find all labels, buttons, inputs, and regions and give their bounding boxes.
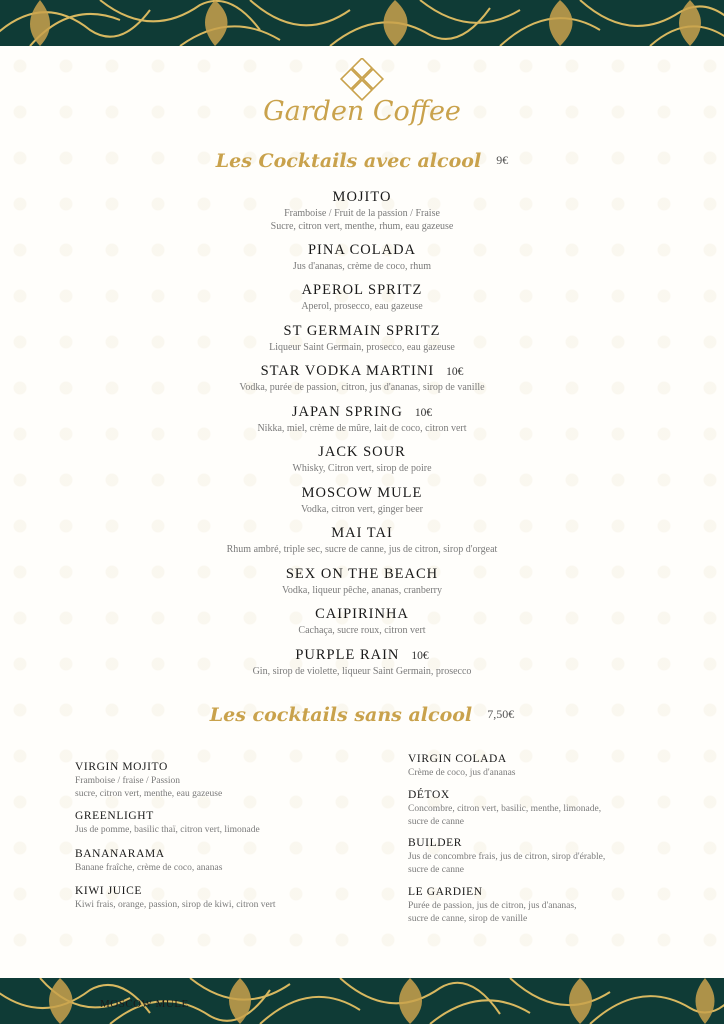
menu-item [0,186,724,233]
menu-item [75,848,222,875]
item-name: MOJITO [332,189,392,205]
top-leaf-banner [0,0,724,46]
menu-item [0,279,724,314]
item-description: Vodka, liqueur pêche, ananas, cranberry [281,585,443,596]
brand-name: Garden Coffee [263,96,461,127]
item-description: Jus d'ananas, crème de coco, rhum [292,261,432,272]
item-name: VIRGIN COLADA [408,753,507,765]
item-description: Cachaça, sucre roux, citron vert [298,625,426,636]
item-description: sucre de canne [408,816,464,827]
menu-item [0,482,724,517]
menu-item [408,886,576,925]
item-price: 10€ [414,407,433,419]
menu-item [0,239,724,274]
item-name: BANANARAMA [75,848,165,860]
menu-item [0,441,724,476]
item-name: BUILDER [408,837,463,849]
item-name: KIWI JUICE [75,885,142,897]
item-description: Gin, sirop de violette, liqueur Saint Germain, prosecco [252,666,472,677]
item-name: MAI TAI [331,525,393,541]
item-description: Aperol, prosecco, eau gazeuse [301,301,423,312]
item-description: Vodka, purée de passion, citron, jus d'ananas, sirop de vanille [239,382,485,393]
item-name: DÉTOX [408,789,450,801]
item-description: Framboise / Fruit de la passion / Fraise [284,208,440,219]
item-description: Concombre, citron vert, basilic, menthe, limonade, [408,804,602,814]
section-price: 7,50€ [487,707,515,721]
item-description: sucre, citron vert, menthe, eau gazeuse [75,788,223,799]
item-description: Banane fraîche, crème de coco, ananas [75,863,223,873]
section-title: Les Cocktails avec alcool [215,150,482,172]
item-name: STAR VODKA MARTINI [260,363,435,379]
item-name: CAIPIRINHA [315,606,409,622]
menu-item [408,837,605,876]
item-name: PURPLE RAIN [295,647,400,663]
item-name: JAPAN SPRING [291,404,403,420]
menu-item [75,885,276,912]
menu-item [0,563,724,598]
item-description: Liqueur Saint Germain, prosecco, eau gazeuse [269,342,455,353]
item-description: Framboise / fraise / Passion [75,776,181,786]
section-header-non-alcohol [0,704,724,726]
item-description: Vodka, citron vert, ginger beer [301,504,423,515]
item-name: GREENLIGHT [75,810,154,822]
item-description: Kiwi frais, orange, passion, sirop de kiwi, citron vert [75,900,276,910]
menu-item [0,603,724,638]
menu-item [408,789,601,828]
item-description: Nikka, miel, crème de mûre, lait de coco, citron vert [257,423,467,434]
item-description: Purée de passion, jus de citron, jus d'ananas, [408,901,577,911]
menu-item [0,644,724,679]
item-description: Rhum ambré, triple sec, sucre de canne, jus de citron, sirop d'orgeat [226,544,498,555]
menu-item [0,401,724,436]
item-name: ST GERMAIN SPRITZ [283,323,441,339]
menu-item [0,320,724,355]
item-name: PINA COLADA [307,242,417,258]
section-price: 9€ [496,153,509,167]
item-description: sucre de canne, sirop de vanille [408,913,528,924]
menu-item [0,360,724,395]
item-description: Jus de concombre frais, jus de citron, sirop d'érable, [408,852,606,862]
menu-item [408,753,516,780]
menu-item [75,761,222,800]
item-description: Crème de coco, jus d'ananas [408,768,516,778]
item-description: Jus de pomme, basilic thaï, citron vert, limonade [75,825,260,835]
footer-text: MOSCOW MULE [100,998,189,1010]
item-name: VIRGIN MOJITO [75,761,168,773]
menu-item [0,522,724,557]
item-description: Sucre, citron vert, menthe, rhum, eau gazeuse [270,220,454,232]
item-name: APEROL SPRITZ [301,282,423,298]
menu-item [75,810,260,837]
item-description: sucre de canne [408,864,464,875]
item-name: MOSCOW MULE [301,485,423,501]
item-price: 10€ [411,650,429,662]
section-header-alcohol [0,150,724,172]
item-name: LE GARDIEN [408,886,483,898]
item-name: SEX ON THE BEACH [285,566,439,582]
item-price: 10€ [446,366,464,378]
item-name: JACK SOUR [318,444,406,460]
item-description: Whisky, Citron vert, sirop de poire [292,463,432,474]
leaf-pattern-icon [0,0,724,46]
section-title: Les cocktails sans alcool [209,704,473,726]
